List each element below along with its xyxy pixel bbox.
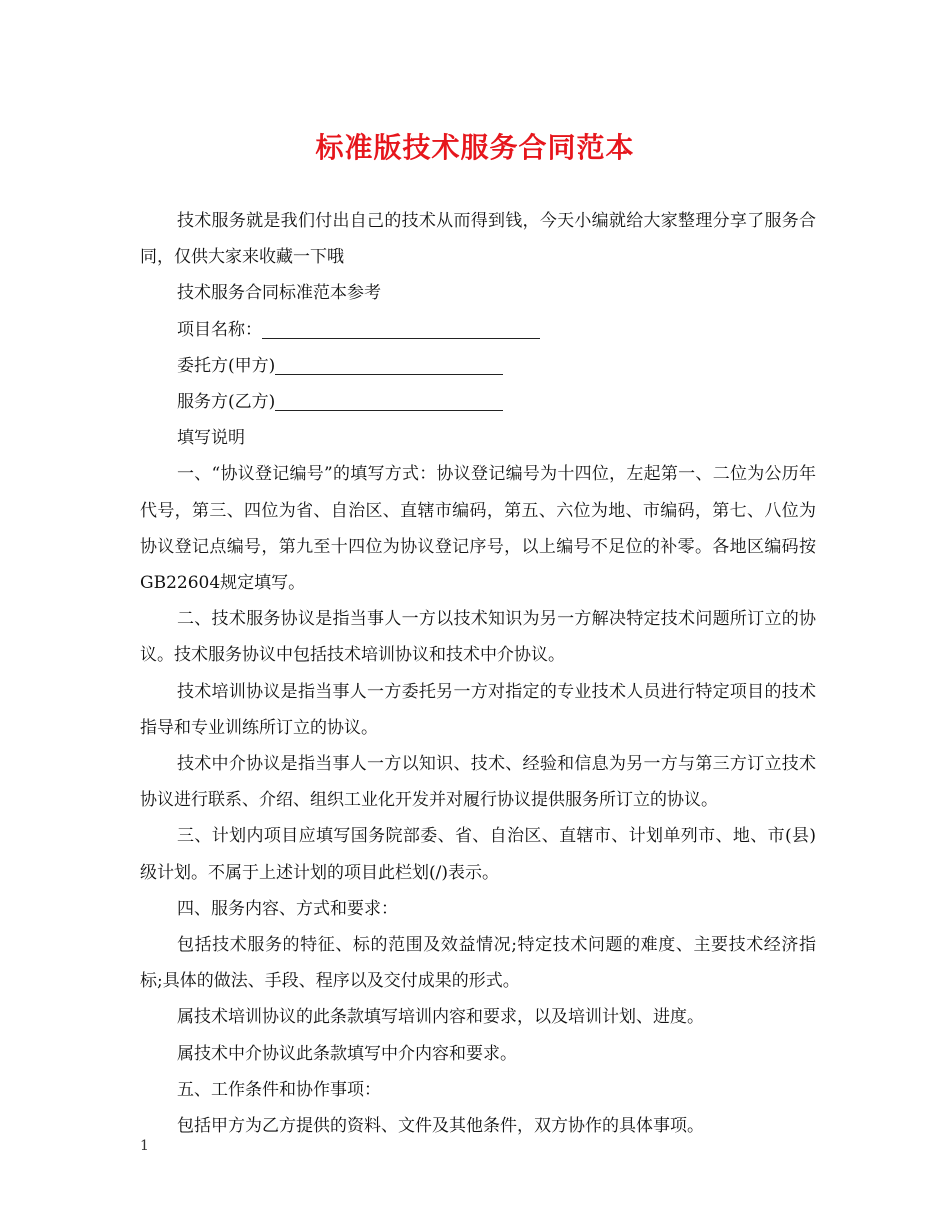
body-paragraph: 一、“协议登记编号”的填写方式：协议登记编号为十四位，左起第一、二位为公历年代号，第三、四位为省、自治区、直辖市编码，第五、六位为地、市编码，第七、八位为协议登记点编号，第九至十四位为协议登记序号，以上编号不足位的补零。各地区编码按GB22604规定填写。	[140, 464, 816, 594]
project-name-label: 项目名称：	[177, 319, 262, 340]
body-paragraph: 技术中介协议是指当事人一方以知识、技术、经验和信息为另一方与第三方订立技术协议进行联系、介绍、组织工业化开发并对履行协议提供服务所订立的协议。	[140, 754, 816, 811]
client-field	[140, 348, 816, 384]
body-paragraph: 包括技术服务的特征、标的范围及效益情况;特定技术问题的难度、主要技术经济指标;具体的做法、手段、程序以及交付成果的形式。	[140, 935, 816, 992]
body-paragraph: 二、技术服务协议是指当事人一方以技术知识为另一方解决特定技术问题所订立的协议。技术服务协议中包括技术培训协议和技术中介协议。	[140, 609, 816, 666]
body-paragraph: 属技术培训协议的此条款填写培训内容和要求，以及培训计划、进度。	[177, 1007, 704, 1028]
provider-label: 服务方(乙方)	[177, 392, 276, 413]
intro-paragraph: 技术服务就是我们付出自己的技术从而得到钱，今天小编就给大家整理分享了服务合同，仅供大家来收藏一下哦	[140, 211, 816, 268]
body-paragraph: 四、服务内容、方式和要求：	[177, 898, 398, 919]
body-paragraph: 技术培训协议是指当事人一方委托另一方对指定的专业技术人员进行特定项目的技术指导和专业训练所订立的协议。	[140, 681, 816, 738]
subtitle-line: 技术服务合同标准范本参考	[177, 283, 381, 304]
project-name-field	[140, 312, 816, 348]
body-paragraph: 三、计划内项目应填写国务院部委、省、自治区、直辖市、计划单列市、地、市(县)级计划。不属于上述计划的项目此栏划(/)表示。	[140, 826, 816, 883]
instructions-heading: 填写说明	[177, 428, 245, 449]
document-title: 标准版技术服务合同范本	[315, 131, 635, 164]
body-paragraph: 五、工作条件和协作事项：	[177, 1079, 381, 1100]
provider-field	[140, 384, 816, 420]
page-number: 1	[140, 1138, 149, 1154]
client-label: 委托方(甲方)	[177, 355, 276, 376]
client-blank	[275, 352, 503, 375]
body-paragraph: 包括甲方为乙方提供的资料、文件及其他条件，双方协作的具体事项。	[177, 1116, 704, 1137]
provider-blank	[275, 388, 503, 411]
body-paragraph: 属技术中介协议此条款填写中介内容和要求。	[177, 1043, 517, 1064]
document-body	[140, 203, 816, 1144]
project-name-blank	[262, 316, 540, 339]
